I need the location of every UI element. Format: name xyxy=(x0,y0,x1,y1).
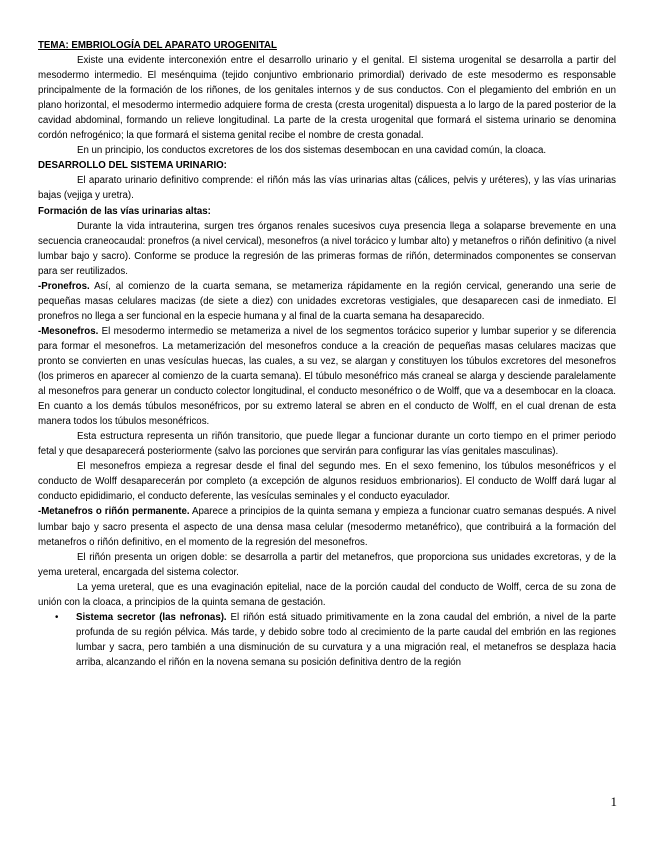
paragraph-double-origin: El riñón presenta un origen doble: se desarrolla a partir del metanefros, que proporciona sus unidades excretoras, y de la yema ureteral, encargada del sistema colector. xyxy=(38,551,616,578)
paragraph-metanefros xyxy=(38,504,616,549)
page-number: 1 xyxy=(610,794,617,809)
document-body xyxy=(38,38,616,670)
paragraph-ureteral-bud: La yema ureteral, que es una evaginación epitelial, nace de la porción caudal del conducto de Wolff, cerca de su zona de unión con la cloaca, a principios de la quinta semana de gestación. xyxy=(38,581,616,608)
document-title: TEMA: EMBRIOLOGÍA DEL APARATO UROGENITAL xyxy=(38,40,277,51)
list-item-secretory-system xyxy=(38,610,616,670)
heading-urinary-development: DESARROLLO DEL SISTEMA URINARIO: xyxy=(38,160,227,172)
paragraph-pronefros xyxy=(38,279,616,324)
term-mesonefros: -Mesonefros. xyxy=(38,325,99,337)
text-metanefros: Aparece a principios de la quinta semana y empieza a funcionar cuatro semanas después. A nivel lumbar bajo y sacro presenta el aspecto de una densa masa celular (mesodermo metanéfrico), que contribuirá a la formación del metanefros o riñón definitivo, en el momento de la regresión del mesonefros. xyxy=(38,506,616,548)
text-mesonefros: El mesodermo intermedio se metameriza a nivel de los segmentos torácico superior y lumbar superior y se diferencia para formar el mesonefros. La metamerización del mesonefros conduce a la creación de pequeñas masas celulares macizas que pronto se convierten en unas vesículas huecas, las cuales, a su vez, se alargan y constituyen los túbulos excretores del mesonefros (los primeros en aparecer al comienzo de la cuarta semana). El túbulo mesonéfrico más craneal se alarga y desciende paralelamente al mesonefros para generar un conducto colector longitudinal, el conducto mesonéfrico o de Wolff, que va a desembocar en la cloaca. En cuanto a los demás túbulos mesonéfricos, por su extremo lateral se abren en el conducto de Wolff, en el cual drenan de esta manera todos los túbulos mesonéfricos. xyxy=(38,325,616,428)
paragraph-mesonefros-regression: El mesonefros empieza a regresar desde el final del segundo mes. En el sexo femenino, los túbulos mesonéfricos y el conducto de Wolff desaparecerán por completo (a excepción de algunos residuos embrionarios). El conducto de Wolff dará lugar al conducto epididimario, el conducto deferente, las vesículas seminales y el conducto eyaculador. xyxy=(38,461,616,503)
bullet-icon: • xyxy=(55,611,59,623)
paragraph-renal-organs: Durante la vida intrauterina, surgen tres órganos renales sucesivos cuya presencia llega a solaparse brevemente en una secuencia craneocaudal: pronefros (a nivel cervical), mesonefros (a nivel torácico y lumbar alto) y metanefros o riñón definitivo (a nivel lumbar bajo y sacro). Conforme se produce la regresión de las primeras formas de riñón, determinados componentes se conservan para ser reutilizados. xyxy=(38,220,616,277)
term-secretory-system: Sistema secretor (las nefronas). xyxy=(76,611,227,623)
paragraph-intro: Existe una evidente interconexión entre el desarrollo urinario y el genital. El sistema urogenital se desarrolla a partir del mesodermo intermedio. El mesénquima (tejido conjuntivo embrionario primordial) derivado de este mesodermo es responsable principalmente de la formación de los riñones, de los genitales internos y de sus conductos. Con el plegamiento del embrión en un plano horizontal, el mesodermo intermedio adquiere forma de cresta (cresta urogenital) dispuesta a lo largo de la pared posterior de la cavidad abdominal, formando un relieve longitudinal. La parte de la cresta urogenital que formará el sistema urinario se denomina cordón nefrogénico; la que formará el sistema genital recibe el nombre de cresta gonadal. xyxy=(38,55,616,142)
paragraph-transitory-kidney: Esta estructura representa un riñón transitorio, que puede llegar a funcionar durante un corto tiempo en el primer periodo fetal y que desaparecerá posteriormente (salvo las porciones que servirán para configurar las vías genitales masculinas). xyxy=(38,431,616,458)
paragraph-mesonefros xyxy=(38,324,616,429)
text-pronefros: Así, al comienzo de la cuarta semana, se metameriza rápidamente en la región cervical, generando una serie de pequeñas masas celulares macizas (de siete a diez) con unidades excretoras vestigiales, que desaparecen casi de inmediato. El pronefros no llega a ser funcional en la especie humana y al final de la cuarta semana ha desaparecido. xyxy=(38,280,616,322)
bullet-list xyxy=(38,610,616,670)
term-metanefros: -Metanefros o riñón permanente. xyxy=(38,506,190,518)
heading-upper-urinary-tract: Formación de las vías urinarias altas: xyxy=(38,205,211,217)
paragraph-cloaca: En un principio, los conductos excretores de los dos sistemas desembocan en una cavidad común, la cloaca. xyxy=(77,145,547,157)
text-secretory-system: El riñón está situado primitivamente en la zona caudal del embrión, a nivel de la parte profunda de su región pélvica. Más tarde, y debido sobre todo al crecimiento de la parte caudal del embrión en las regiones lumbar y sacra, pero también a una disminución de su curvatura y a una migración real, el metanefros se desplaza hacia arriba, alcanzando el riñón en la novena semana su posición definitiva dentro de la región xyxy=(76,611,616,668)
term-pronefros: -Pronefros. xyxy=(38,280,90,292)
paragraph-urinary-system: El aparato urinario definitivo comprende: el riñón más las vías urinarias altas (cálices, pelvis y uréteres), y las vías urinarias bajas (vejiga y uretra). xyxy=(38,175,616,202)
